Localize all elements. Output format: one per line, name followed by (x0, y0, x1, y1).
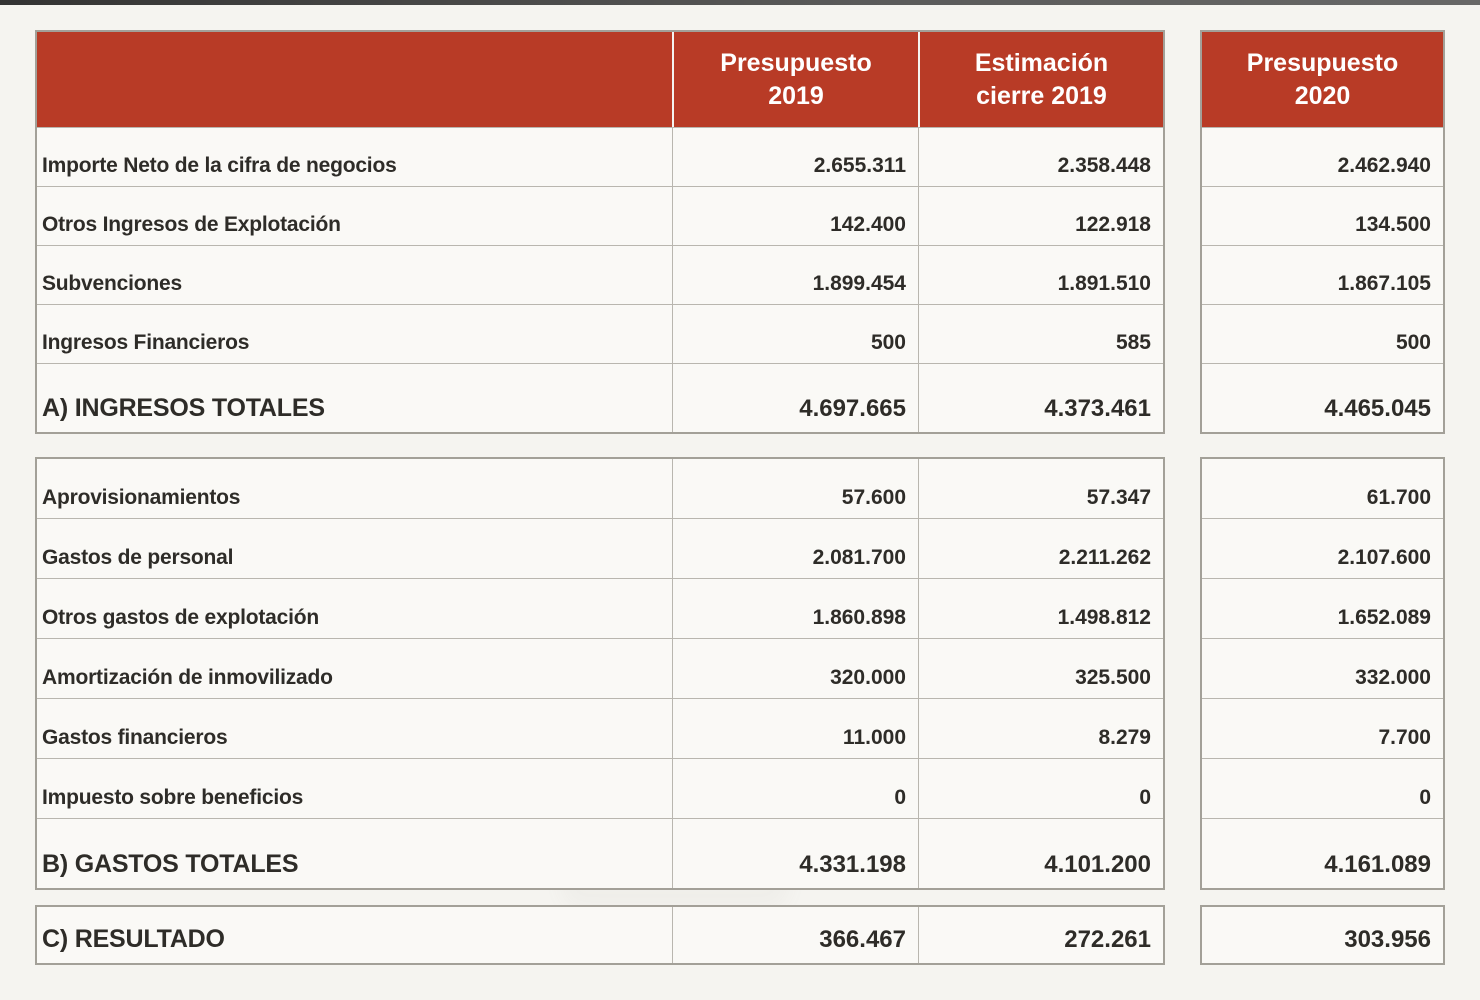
table-row (37, 638, 1163, 698)
table-row (37, 758, 1163, 818)
expenses-table-2020-column (1200, 457, 1445, 890)
value-presupuesto-2020: 0 (1419, 786, 1431, 809)
header-presupuesto-2019 (672, 32, 918, 127)
value-estimacion-cierre-2019: 585 (918, 305, 1163, 363)
table-row (1202, 186, 1443, 245)
value-estimacion-cierre-2019: 8.279 (918, 699, 1163, 758)
header-line: Presupuesto (720, 49, 872, 77)
value-presupuesto-2020: 303.956 (1344, 926, 1431, 953)
row-label: Aprovisionamientos (42, 486, 241, 509)
result-table (35, 905, 1165, 965)
value-estimacion-cierre-2019: 57.347 (918, 459, 1163, 518)
row-label: C) RESULTADO (42, 925, 225, 953)
header-empty-cell (37, 32, 672, 127)
table-row (1202, 127, 1443, 186)
row-label: Importe Neto de la cifra de negocios (42, 154, 397, 177)
row-label: Impuesto sobre beneficios (42, 786, 304, 809)
row-label: Gastos de personal (42, 546, 234, 569)
row-label: Ingresos Financieros (42, 331, 250, 354)
table-row (1202, 758, 1443, 818)
scan-edge (0, 0, 1480, 5)
table-row-total-ingresos (1202, 363, 1443, 432)
table-row (37, 245, 1163, 304)
value-presupuesto-2019: 57.600 (672, 459, 918, 518)
income-table-2020-column (1200, 30, 1445, 434)
value-presupuesto-2019: 4.331.198 (672, 819, 918, 888)
table-row (37, 459, 1163, 518)
table-row-total-ingresos (37, 363, 1163, 432)
value-presupuesto-2020: 332.000 (1355, 666, 1431, 689)
value-presupuesto-2019: 2.081.700 (672, 519, 918, 578)
value-presupuesto-2019: 1.860.898 (672, 579, 918, 638)
income-table (35, 30, 1165, 434)
row-label: Amortización de inmovilizado (42, 666, 333, 689)
table-header (37, 32, 1163, 127)
table-row (1202, 578, 1443, 638)
table-row (37, 304, 1163, 363)
value-presupuesto-2019: 142.400 (672, 187, 918, 245)
value-presupuesto-2019: 1.899.454 (672, 246, 918, 304)
table-row (37, 518, 1163, 578)
table-row-total-gastos (1202, 818, 1443, 888)
value-presupuesto-2020: 4.161.089 (1324, 851, 1431, 878)
header-presupuesto-2020 (1202, 32, 1443, 127)
value-presupuesto-2019: 2.655.311 (672, 128, 918, 186)
table-row (1202, 459, 1443, 518)
table-row (1202, 518, 1443, 578)
value-presupuesto-2019: 320.000 (672, 639, 918, 698)
value-estimacion-cierre-2019: 2.211.262 (918, 519, 1163, 578)
expenses-table (35, 457, 1165, 890)
row-label: Subvenciones (42, 272, 182, 295)
value-presupuesto-2020: 134.500 (1355, 213, 1431, 236)
value-presupuesto-2020: 1.652.089 (1337, 606, 1431, 629)
value-estimacion-cierre-2019: 272.261 (918, 907, 1163, 963)
value-estimacion-cierre-2019: 4.101.200 (918, 819, 1163, 888)
value-estimacion-cierre-2019: 0 (918, 759, 1163, 818)
table-row (1202, 638, 1443, 698)
table-row (37, 578, 1163, 638)
row-label: A) INGRESOS TOTALES (42, 394, 325, 422)
value-presupuesto-2019: 366.467 (672, 907, 918, 963)
value-presupuesto-2019: 500 (672, 305, 918, 363)
table-row (37, 186, 1163, 245)
table-row (37, 127, 1163, 186)
table-row (1202, 245, 1443, 304)
table-row (1202, 304, 1443, 363)
value-presupuesto-2020: 2.107.600 (1337, 546, 1431, 569)
header-line: 2020 (1294, 81, 1351, 110)
header-estimacion-cierre-2019 (918, 32, 1163, 127)
value-presupuesto-2020: 4.465.045 (1324, 395, 1431, 422)
table-row (1202, 698, 1443, 758)
row-label: Gastos financieros (42, 726, 228, 749)
header-line: cierre 2019 (976, 81, 1107, 110)
table-row (37, 698, 1163, 758)
header-line: 2019 (768, 81, 824, 110)
value-estimacion-cierre-2019: 122.918 (918, 187, 1163, 245)
table-row-total-gastos (37, 818, 1163, 888)
value-presupuesto-2020: 7.700 (1378, 726, 1431, 749)
value-estimacion-cierre-2019: 2.358.448 (918, 128, 1163, 186)
value-presupuesto-2020: 2.462.940 (1337, 154, 1431, 177)
value-presupuesto-2019: 11.000 (672, 699, 918, 758)
value-presupuesto-2020: 61.700 (1366, 486, 1431, 509)
result-table-2020-column (1200, 905, 1445, 965)
value-presupuesto-2020: 1.867.105 (1337, 272, 1431, 295)
header-line: Estimación (974, 49, 1109, 77)
value-presupuesto-2019: 4.697.665 (672, 364, 918, 432)
value-estimacion-cierre-2019: 325.500 (918, 639, 1163, 698)
value-estimacion-cierre-2019: 4.373.461 (918, 364, 1163, 432)
value-estimacion-cierre-2019: 1.498.812 (918, 579, 1163, 638)
header-line: Presupuesto (1246, 49, 1399, 77)
row-label: B) GASTOS TOTALES (42, 850, 299, 878)
row-label: Otros Ingresos de Explotación (42, 213, 341, 236)
value-presupuesto-2019: 0 (672, 759, 918, 818)
table-row-resultado (37, 907, 1163, 963)
value-estimacion-cierre-2019: 1.891.510 (918, 246, 1163, 304)
value-presupuesto-2020: 500 (1395, 331, 1431, 354)
row-label: Otros gastos de explotación (42, 606, 319, 629)
table-row-resultado (1202, 907, 1443, 963)
